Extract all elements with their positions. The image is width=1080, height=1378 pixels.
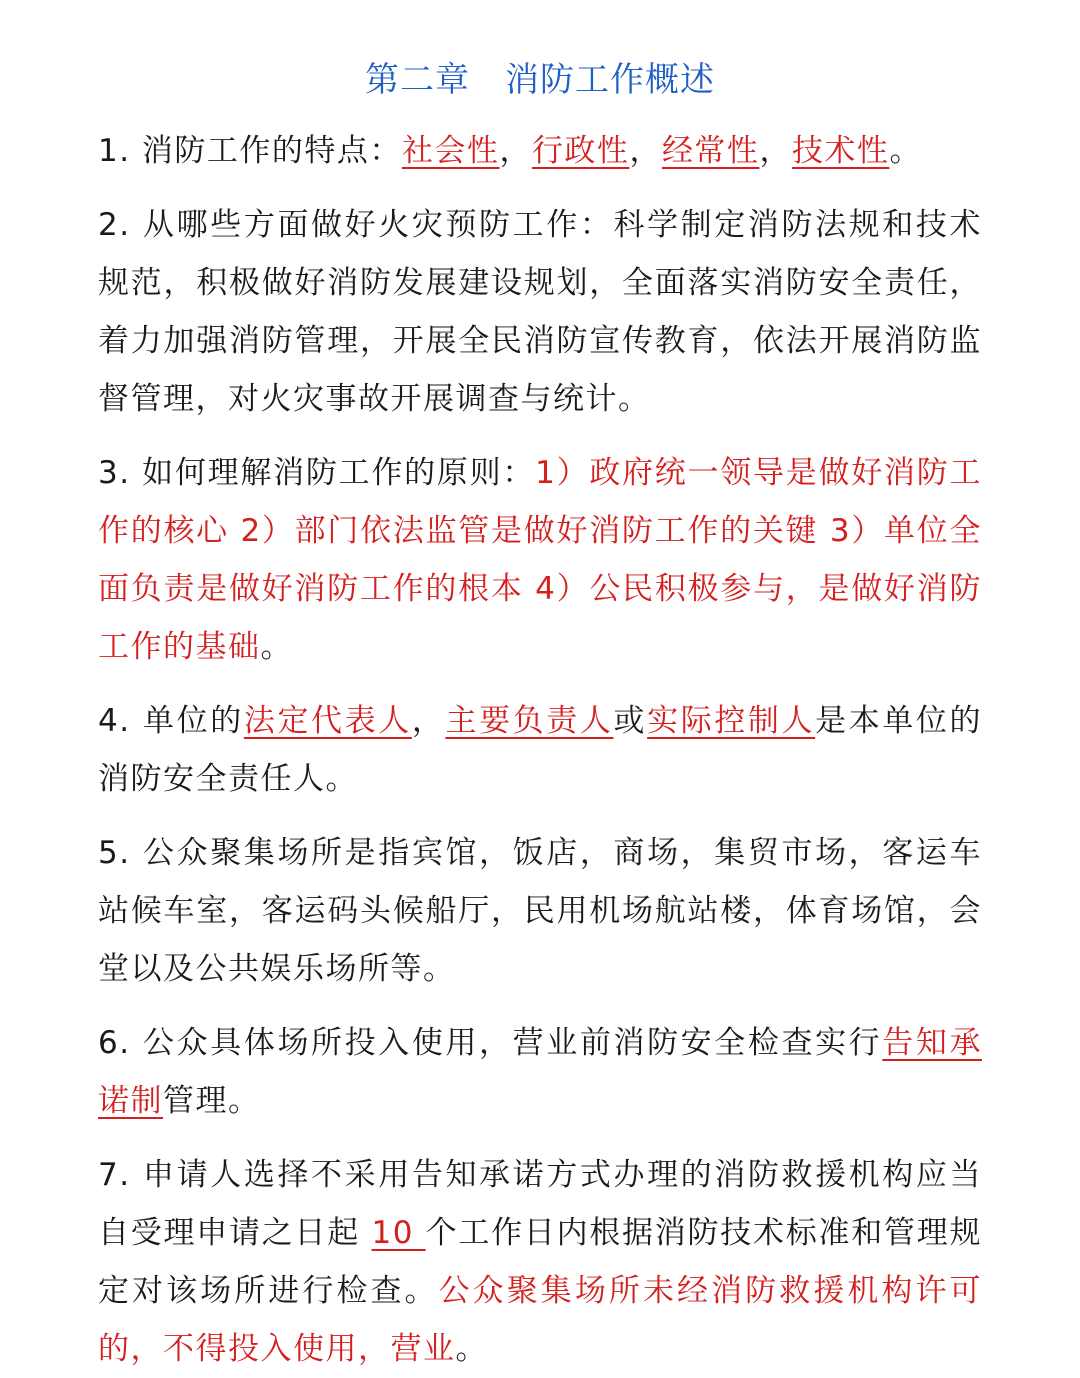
item-text: 7. 申请人选择不采用告知承诺方式办理的消防救援机构应当自受理申请之日起 xyxy=(98,1157,982,1251)
underlined-keyword: 法定代表人 xyxy=(243,703,412,739)
chapter-title: 第二章 消防工作概述 xyxy=(365,60,715,100)
list-item xyxy=(98,196,982,428)
list-item xyxy=(98,122,982,180)
highlighted-text: 公众聚集场所未经消防救援机构许可的，不得投入使用，营业 xyxy=(98,1273,983,1367)
item-text: 3. 如何理解消防工作的原则： xyxy=(98,455,536,491)
underlined-keyword: 经常性 xyxy=(661,133,760,169)
underlined-keyword: 实际控制人 xyxy=(647,703,816,739)
item-text: 。 xyxy=(889,133,922,169)
item-list xyxy=(98,122,982,1378)
list-item xyxy=(98,1014,982,1130)
item-text: 个工作日内根据消防技术标准和管理规定对该场所进行检查。 xyxy=(98,1215,982,1309)
underlined-keyword: 主要负责人 xyxy=(445,703,614,739)
item-text: 。 xyxy=(455,1331,488,1367)
item-text: 5. 公众聚集场所是指宾馆，饭店，商场，集贸市场，客运车站候车室，客运码头候船厅，民用机场航站楼，体育场馆，会堂以及公共娱乐场所等。 xyxy=(98,835,982,987)
underlined-keyword: 10 xyxy=(371,1215,426,1251)
item-text: 1. 消防工作的特点： xyxy=(98,133,402,169)
item-text: 。 xyxy=(260,629,293,665)
item-text: 6. 公众具体场所投入使用，营业前消防安全检查实行 xyxy=(98,1025,883,1061)
list-item xyxy=(98,824,982,998)
underlined-keyword: 技术性 xyxy=(791,133,890,169)
item-text: ， xyxy=(629,133,662,169)
underlined-keyword: 告知承诺制 xyxy=(98,1025,983,1119)
item-text: ， xyxy=(499,133,532,169)
underlined-keyword: 社会性 xyxy=(401,133,500,169)
list-item xyxy=(98,444,982,676)
item-text: 是本单位的消防安全责任人。 xyxy=(98,703,983,797)
item-text: ， xyxy=(411,703,446,739)
item-text: ， xyxy=(759,133,792,169)
item-text: 2. 从哪些方面做好火灾预防工作：科学制定消防法规和技术规范，积极做好消防发展建设规划，全面落实消防安全责任，着力加强消防管理，开展全民消防宣传教育，依法开展消防监督管理，对火灾事故开展调查与统计。 xyxy=(98,207,982,417)
list-item xyxy=(98,1146,982,1378)
item-text: 或 xyxy=(613,703,648,739)
highlighted-text: 1）政府统一领导是做好消防工作的核心 2）部门依法监管是做好消防工作的关键 3）单位全面负责是做好消防工作的根本 4）公民积极参与，是做好消防工作的基础 xyxy=(98,455,982,665)
underlined-keyword: 行政性 xyxy=(531,133,630,169)
item-text: 管理。 xyxy=(163,1083,261,1119)
item-text: 4. 单位的 xyxy=(98,703,244,739)
list-item xyxy=(98,692,982,808)
